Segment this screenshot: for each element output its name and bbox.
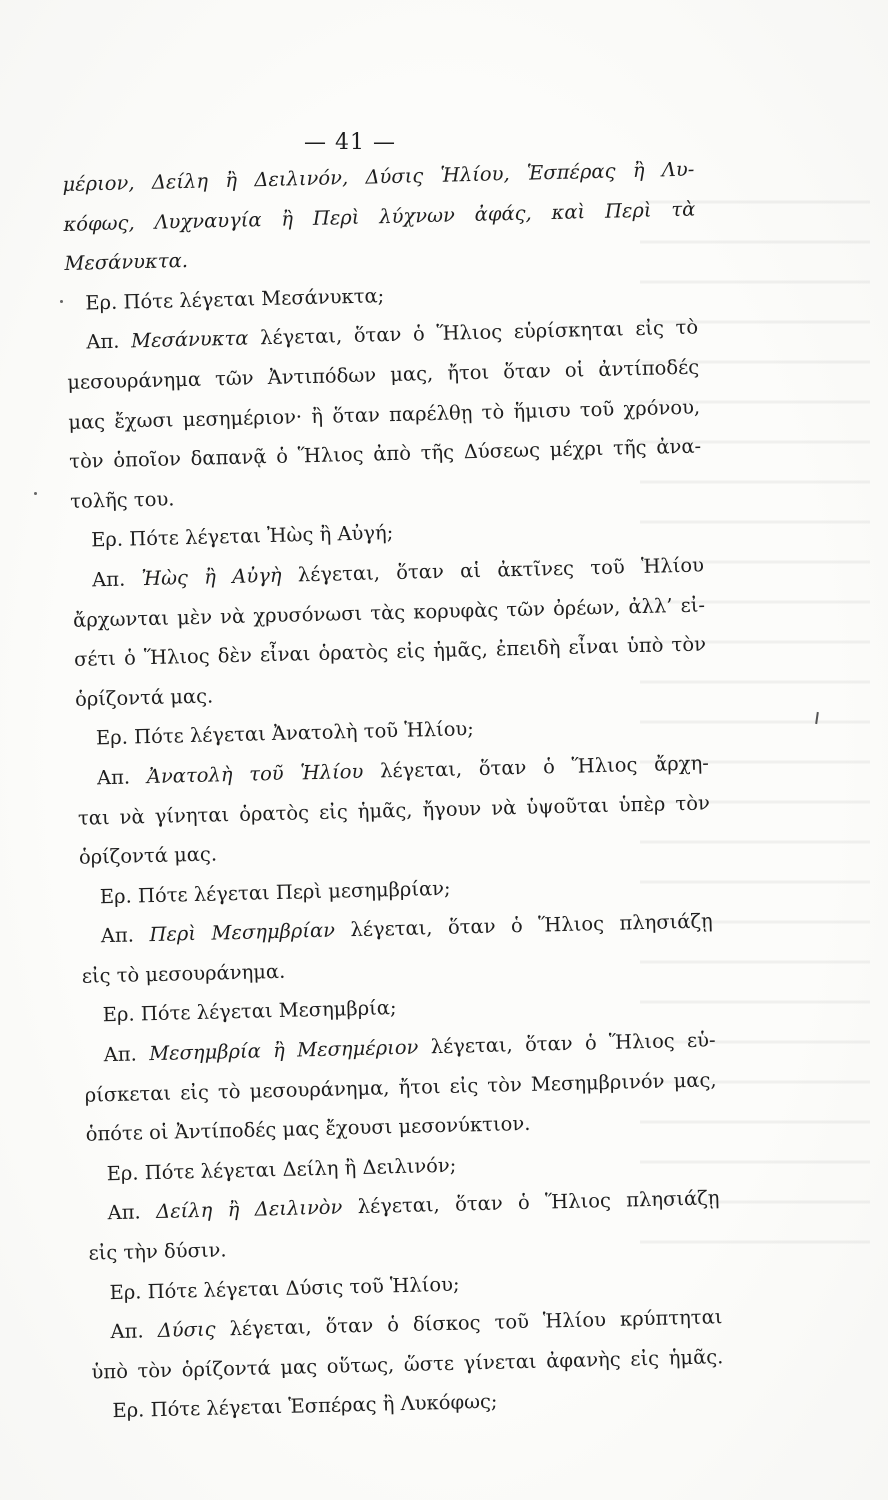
italic-term: Δείλη ἢ Δειλινὸν [155, 1195, 343, 1224]
italic-term: Μεσάνυκτα. [64, 249, 189, 276]
line-text: λέγεται, ὅταν αἱ ἀκτῖνες τοῦ Ἡλίου [281, 553, 705, 587]
italic-term: Ἀνατολὴ τοῦ Ἡλίου [146, 759, 364, 789]
line-text: ὁπότε οἱ Ἀντίποδές μας ἔχουσι μεσονύκτιον. [85, 1112, 531, 1146]
line-text: Ερ. Πότε λέγεται Περὶ μεσημβρίαν; [99, 876, 451, 908]
line-text: Απ. [100, 923, 150, 948]
line-text: Ερ. Πότε λέγεται Ἠὼς ἢ Αὐγή; [90, 521, 394, 552]
italic-term: κόφως, Λυχναυγία ἢ Περὶ λύχνων ἀφάς, καὶ Περὶ τὰ [63, 197, 696, 236]
line-text: Απ. [110, 1319, 158, 1344]
italic-term: Ἠὼς ἢ Αὐγὴ [141, 563, 282, 591]
italic-term: Μεσημβρία ἢ Μεσημέριον [148, 1035, 419, 1066]
line-text: λέγεται, ὅταν ὁ Ἥλιος πλησιάζῃ [334, 909, 713, 942]
line-text: ται νὰ γίνηται ὁρατὸς εἰς ἡμᾶς, ἤγουν νὰ ὑψοῦται ὑπὲρ τὸν [77, 790, 711, 830]
paper-speck [34, 492, 37, 495]
italic-term: μέριον, Δείλη ἢ Δειλινόν, Δύσις Ἡλίου, Ἑσπέρας ἢ Λυ- [62, 157, 695, 196]
line-text: ὑπὸ τὸν ὁρίζοντά μας οὕτως, ὥστε γίνεται ἀφανὴς εἰς ἡμᾶς. [91, 1345, 724, 1384]
line-text: ἄρχωνται μὲν νὰ χρυσόνωσι τὰς κορυφὰς τῶν ὀρέων, ἀλλ’ εἰ- [72, 592, 706, 632]
line-text: μεσουράνημα τῶν Ἀντιπόδων μας, ἤτοι ὅταν οἱ ἀντίποδές [67, 355, 700, 394]
line-text: Ερ. Πότε λέγεται Ἑσπέρας ἢ Λυκόφως; [112, 1390, 498, 1423]
line-text: εἰς τὴν δύσιν. [88, 1238, 227, 1265]
line-text: λέγεται, ὅταν ὁ δίσκος τοῦ Ἡλίου κρύπτηται [215, 1305, 723, 1341]
line-text: τὸν ὁποῖον δαπανᾷ ὁ Ἥλιος ἀπὸ τῆς Δύσεως μέχρι τῆς ἀνα- [68, 434, 702, 474]
italic-term: Περὶ Μεσημβρίαν [149, 918, 336, 947]
line-text: ὁρίζοντά μας. [78, 842, 218, 869]
page-number: — 41 — [304, 130, 396, 155]
line-text: λέγεται, ὅταν ὁ Ἥλιος ἄρχη- [363, 751, 710, 783]
body-text [62, 150, 725, 1432]
line-text: Ερ. Πότε λέγεται Δύσις τοῦ Ἡλίου; [109, 1272, 460, 1304]
line-text: λέγεται, ὅταν ὁ Ἥλιος πλησιάζῃ [342, 1186, 720, 1219]
line-text: Απ. [86, 329, 132, 354]
line-text: σέτι ὁ Ἥλιος δὲν εἶναι ὁρατὸς εἰς ἡμᾶς, ἐπειδὴ εἶναι ὑπὸ τὸν [73, 632, 707, 671]
line-text: λέγεται, ὅταν ὁ Ἥλιος εὑ- [418, 1028, 716, 1059]
line-text: Απ. [107, 1200, 157, 1225]
line-text: ρίσκεται εἰς τὸ μεσουράνημα, ἤτοι εἰς τὸν Μεσημβρινόν μας, [84, 1067, 717, 1107]
line-text: Ερ. Πότε λέγεται Μεσάνυκτα; [85, 283, 385, 315]
line-text: Απ. [96, 765, 148, 790]
line-text: ὁρίζοντά μας. [74, 684, 214, 711]
line-text: λέγεται, ὅταν ὁ Ἥλιος εὑρίσκηται εἰς τὸ [248, 315, 699, 350]
italic-term: Μεσάνυκτα [130, 326, 249, 353]
line-text: Απ. [103, 1042, 150, 1067]
paper-speck [60, 300, 63, 303]
line-text: μας ἔχωσι μεσημέριον· ἢ ὅταν παρέλθῃ τὸ ἥμισυ τοῦ χρόνου, [67, 395, 701, 434]
line-text: Ερ. Πότε λέγεται Ἀνατολὴ τοῦ Ἡλίου; [95, 717, 475, 750]
line-text: Απ. [91, 567, 142, 592]
line-text: Ερ. Πότε λέγεται Δείλη ἢ Δειλινόν; [106, 1153, 457, 1186]
line-text: Ερ. Πότε λέγεται Μεσημβρία; [102, 996, 397, 1027]
line-text: εἰς τὸ μεσουράνημα. [81, 959, 286, 988]
italic-term: Δύσις [157, 1317, 216, 1343]
line-text: τολῆς του. [69, 487, 175, 513]
